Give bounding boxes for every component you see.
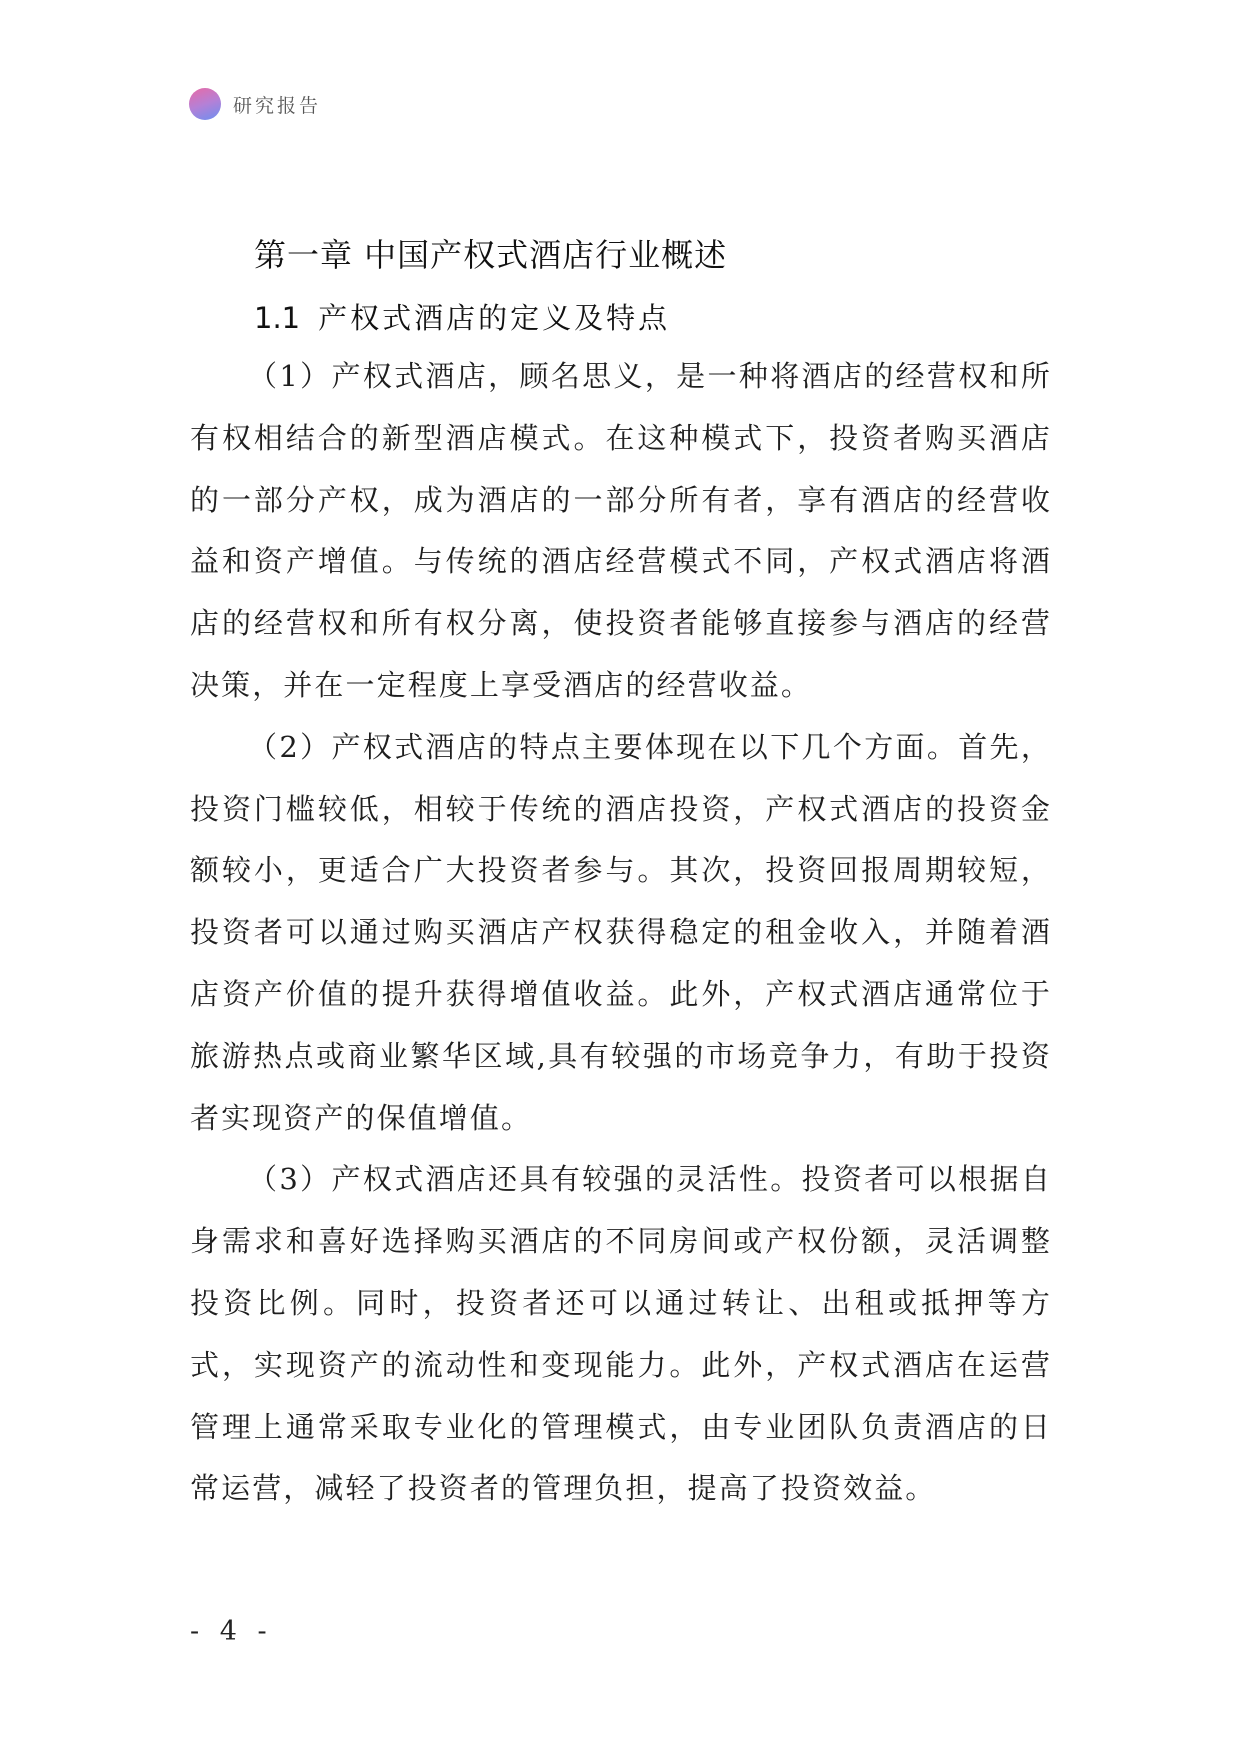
chapter-title: 第一章 中国产权式酒店行业概述 xyxy=(254,236,728,274)
page-number: - 4 - xyxy=(190,1616,273,1647)
header-label: 研究报告 xyxy=(233,94,322,117)
section-title xyxy=(254,296,670,337)
paragraph: （3）产权式酒店还具有较强的灵活性。投资者可以根据自身需求和喜好选择购买酒店的不同房间或产权份额，灵活调整投资比例。同时，投资者还可以通过转让、出租或抵押等方式，实现资产的流动性和变现能力。此外，产权式酒店在运营管理上通常采取专业化的管理模式，由专业团队负责酒店的日常运营，减轻了投资者的管理负担，提高了投资效益。 xyxy=(190,1162,1052,1506)
paragraph: （2）产权式酒店的特点主要体现在以下几个方面。首先，投资门槛较低，相较于传统的酒店投资，产权式酒店的投资金额较小，更适合广大投资者参与。其次，投资回报周期较短，投资者可以通过购买酒店产权获得稳定的租金收入，并随着酒店资产价值的提升获得增值收益。此外，产权式酒店通常位于旅游热点或商业繁华区域,具有较强的市场竞争力，有助于投资者实现资产的保值增值。 xyxy=(190,729,1052,1135)
paragraph: （1）产权式酒店，顾名思义，是一种将酒店的经营权和所有权相结合的新型酒店模式。在这种模式下，投资者购买酒店的一部分产权，成为酒店的一部分所有者，享有酒店的经营收益和资产增值。与传统的酒店经营模式不同，产权式酒店将酒店的经营权和所有权分离，使投资者能够直接参与酒店的经营决策，并在一定程度上享受酒店的经营收益。 xyxy=(190,359,1052,702)
section-title-text: 产权式酒店的定义及特点 xyxy=(318,301,671,335)
section-number: 1.1 xyxy=(254,301,301,335)
body-text xyxy=(190,346,1052,1520)
page-header xyxy=(189,88,321,120)
logo-icon xyxy=(189,88,221,120)
